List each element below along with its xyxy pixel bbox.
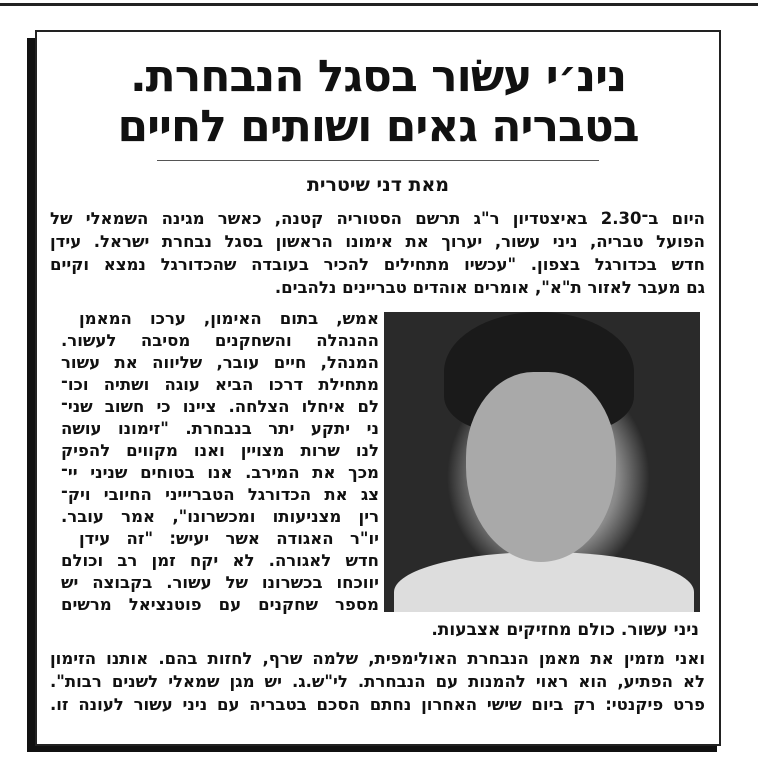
- photo-caption: ניני עשור. כולם מחזיקים אצבעות.: [431, 620, 699, 640]
- column-line: מכך את המירב. אנו בטוחים שניני יי־: [61, 463, 379, 482]
- column-line: המנהל, חיים עובר, שליווה את עשור: [61, 353, 379, 372]
- closing-line: פרט פיקנטי: רק ביום שישי האחרון נחתם הסכם בטבריה עם ניני עשור לעונה זו.: [50, 695, 705, 714]
- newspaper-clipping: [35, 30, 721, 746]
- column-line: רין מצניעותו ומכשרונו", אמר עובר.: [61, 507, 379, 526]
- column-line: יווכחו בכשרונו של עשור. בקבוצה יש: [61, 573, 379, 592]
- column-line: מספר שחקנים עם פוטנציאל מרשים: [61, 595, 379, 614]
- headline-line-1: נינ׳י עשׂור בסגל הנבחרת.: [129, 51, 627, 102]
- headline: [47, 52, 709, 152]
- divider: [157, 160, 599, 161]
- column-line: לנו שרות מצויין ואנו מקווים להפיק: [61, 441, 379, 460]
- top-rule: [0, 3, 758, 6]
- headline-line-2: בטבריה גאים ושותים לחיים: [117, 101, 639, 152]
- column-line: צג את הכדורגל הטבריייני החיובי ויק־: [61, 485, 379, 504]
- column-line: חדש לאגורה. לא יקח זמן רב וכולם: [61, 551, 379, 570]
- intro-line: גם מעבר לאזור ת"א", אומרים אוהדים טבריינים נלהבים.: [274, 278, 705, 297]
- intro-line: חדש בכדורגל בצפון. "עכשיו מתחילים להכיר בעובדה שהכדורגל נמצא וקיים: [50, 255, 705, 274]
- column-line: ני יתקע יתר בנבחרת. "זימונו עושה: [61, 419, 379, 438]
- column-line: אמש, בתום האימון, ערכו המאמן: [79, 309, 379, 328]
- byline: מאת דני שיטרית: [306, 174, 450, 196]
- intro-line: הפועל טבריה, ניני עשור, יערוך את אימונו הראשון בסגל נבחרת ישראל. עידן: [50, 232, 705, 251]
- column-line: מתחילת דרכו הביא עוגה ושתיה וכו־: [61, 375, 379, 394]
- intro-line: היום ב־2.30 באיצטדיון ר"ג תרשם הסטוריה קטנה, כאשר מגינה השמאלי של: [50, 209, 705, 228]
- closing-line: ואני מזמין את מאמן הנבחרת האולימפית, שלמה שרף, לחזות בהם. אותנו הזימון: [50, 649, 705, 668]
- closing-line: לא הפתיע, הוא ראוי להמנות עם הנבחרת. לי"ש.ג. יש מגן שמאלי לשנים רבות".: [50, 672, 705, 691]
- column-line: יו"ר האגודה אשר יעיש: "זה עידן: [79, 529, 379, 548]
- column-line: ההנהלה והשחקנים מסיבה לעשור.: [61, 331, 379, 350]
- player-photo: [384, 312, 700, 612]
- column-line: לם איחלו הצלחה. ציינו כי חשוב שני־: [61, 397, 379, 416]
